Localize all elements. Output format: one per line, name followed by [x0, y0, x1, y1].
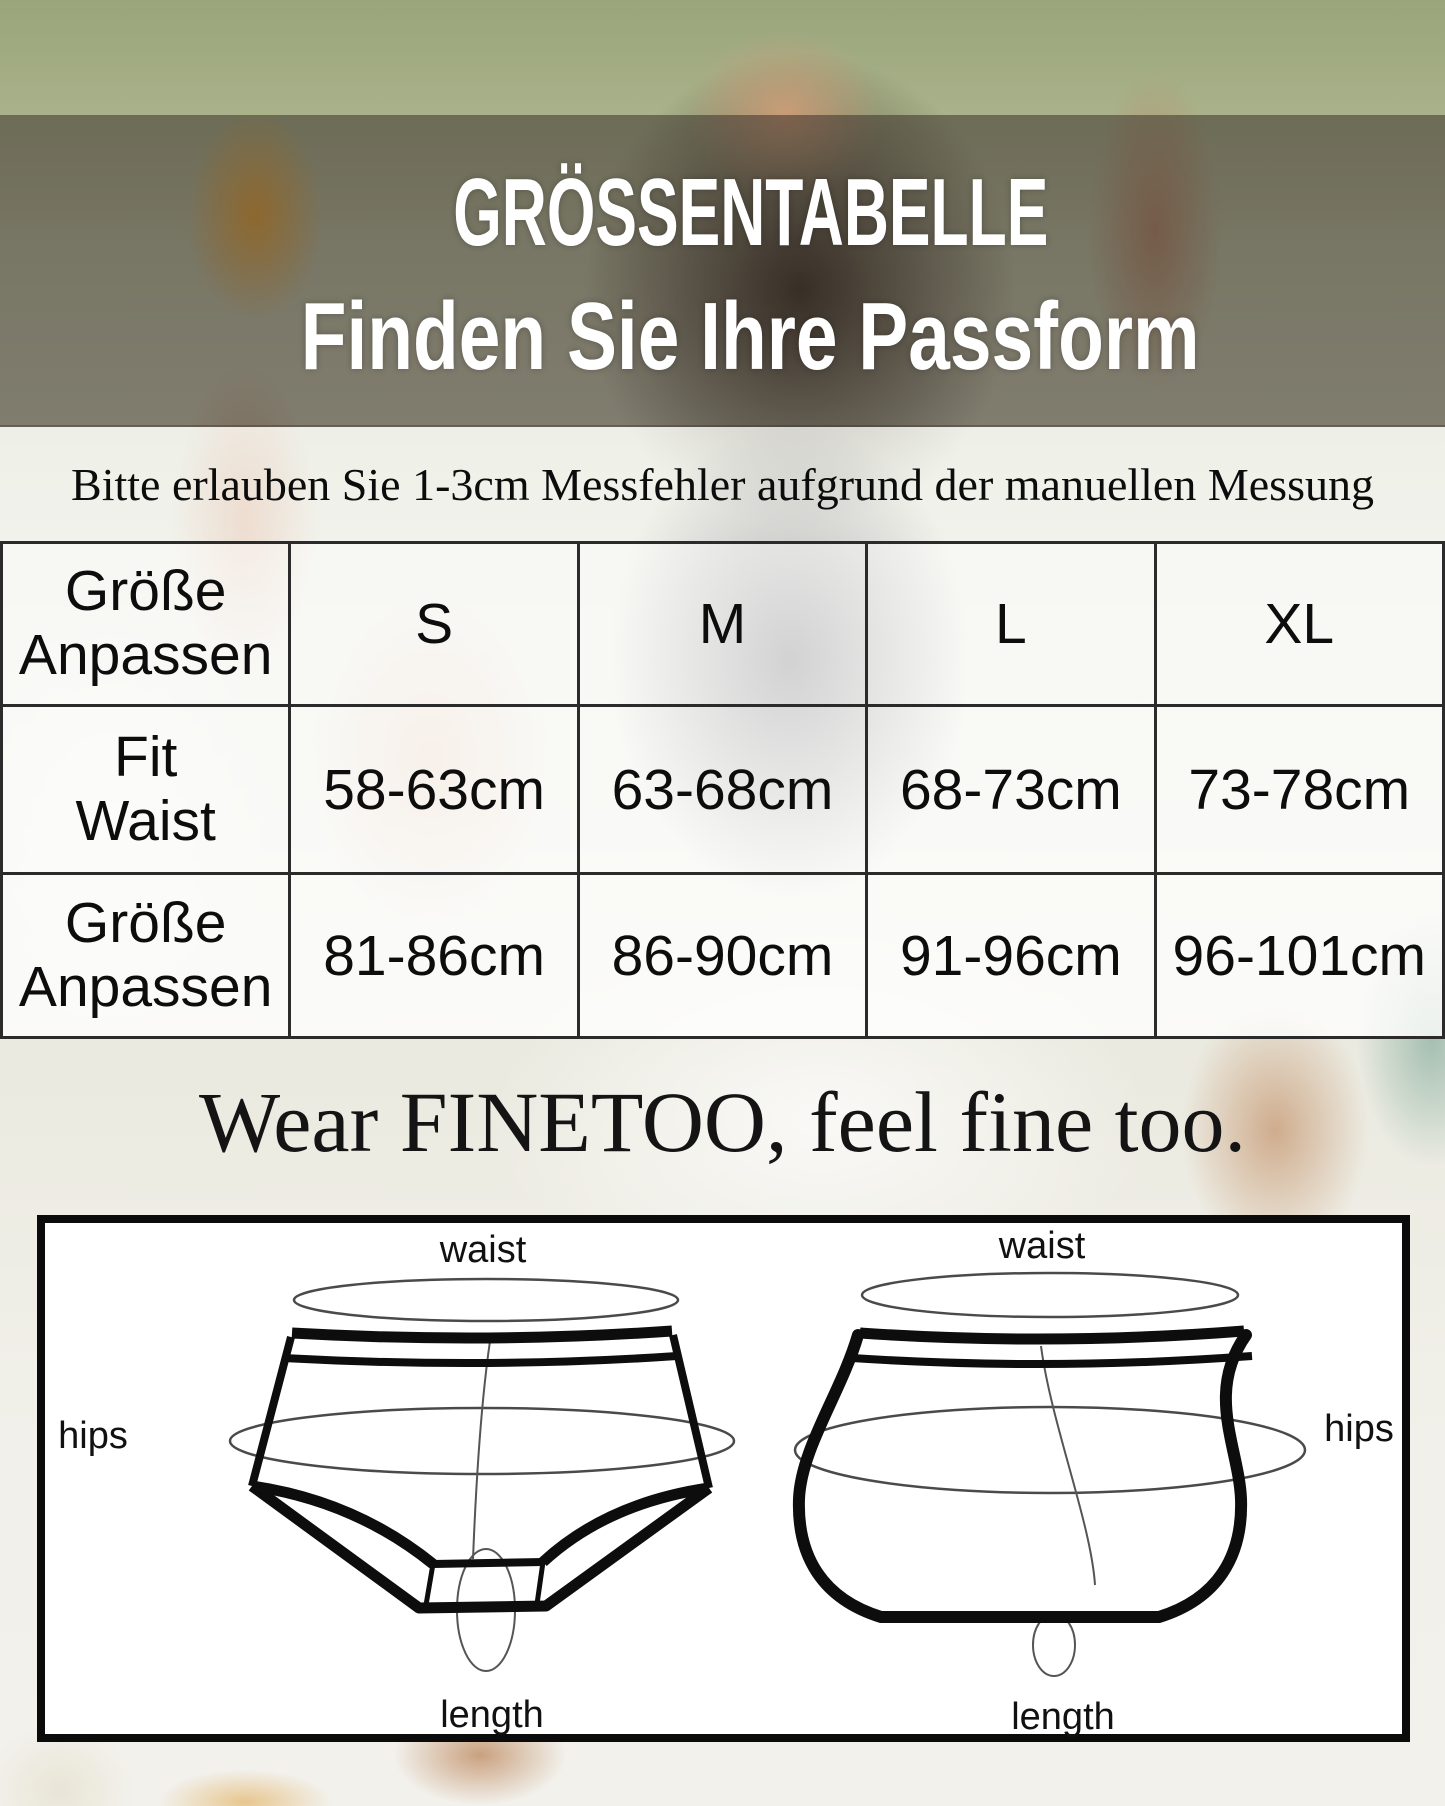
value-cell: 96-101cm [1155, 874, 1443, 1038]
table-row-sizes [2, 543, 1444, 706]
size-cell: XL [1155, 543, 1443, 706]
value-cell: 86-90cm [578, 874, 866, 1038]
right-panty-drawing [795, 1273, 1305, 1676]
hips-label-left: hips [58, 1415, 128, 1457]
value-cell: 68-73cm [867, 706, 1155, 874]
page-subtitle-text: Finden Sie Ihre Passform [301, 283, 1200, 390]
row-label-line: Anpassen [18, 623, 273, 687]
table-row-hips [2, 874, 1444, 1038]
row-label-line: Waist [75, 788, 216, 853]
row-label [2, 706, 290, 874]
size-cell: L [867, 543, 1155, 706]
page-subtitle [0, 283, 1445, 390]
row-label-line: Fit [114, 724, 178, 789]
measurement-diagram [37, 1215, 1410, 1742]
row-label-line: Größe [64, 890, 227, 955]
value-cell: 73-78cm [1155, 706, 1443, 874]
panty-sketch-svg [45, 1223, 1402, 1734]
value-cell: 63-68cm [578, 706, 866, 874]
value-cell: 58-63cm [290, 706, 578, 874]
page-title-text: GRÖSSENTABELLE [452, 159, 1049, 266]
size-cell: S [290, 543, 578, 706]
size-cell: M [578, 543, 866, 706]
row-label-line: Größe [64, 559, 227, 624]
waist-label-left: waist [439, 1229, 527, 1271]
left-panty-drawing [230, 1279, 734, 1671]
value-cell: 81-86cm [290, 874, 578, 1038]
table-row-fit-waist [2, 706, 1444, 874]
measurement-note: Bitte erlauben Sie 1-3cm Messfehler aufgrund der manuellen Messung [71, 459, 1374, 510]
row-label [2, 874, 290, 1038]
waist-label-right: waist [998, 1225, 1086, 1267]
size-table [0, 541, 1445, 1039]
page-title [0, 159, 1445, 266]
value-cell: 91-96cm [867, 874, 1155, 1038]
length-label-right: length [1011, 1696, 1115, 1738]
row-label-line: Anpassen [18, 954, 273, 1019]
hips-label-right: hips [1324, 1408, 1394, 1450]
brand-tagline: Wear FINETOO, feel fine too. [198, 1074, 1247, 1170]
row-label [2, 543, 290, 706]
length-label-left: length [440, 1694, 544, 1736]
